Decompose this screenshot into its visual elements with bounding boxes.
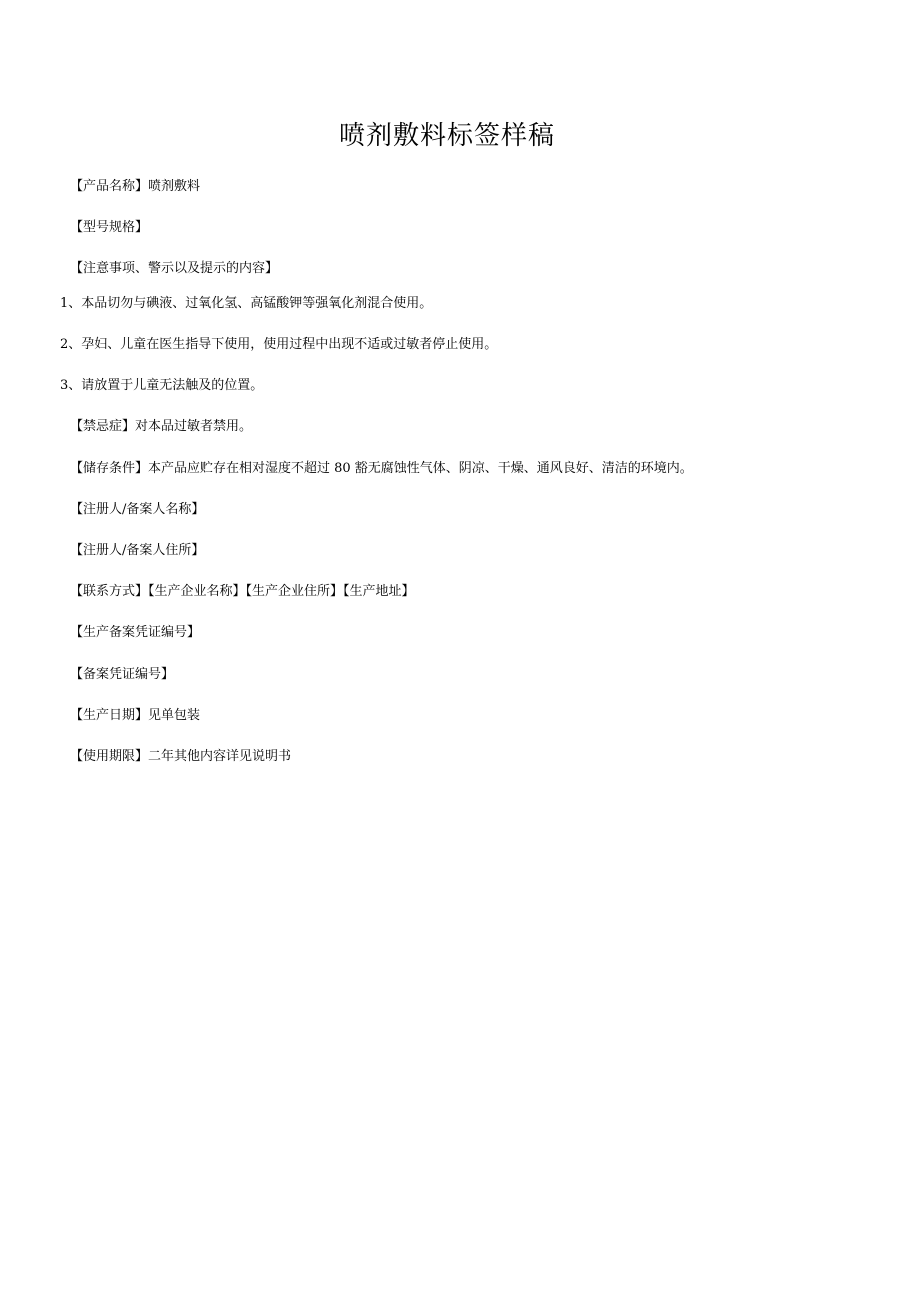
production-record-number-line: 【生产备案凭证编号】 xyxy=(70,625,201,640)
expiry-period-line: 【使用期限】二年其他内容详见说明书 xyxy=(70,749,292,764)
product-name-line: 【产品名称】喷剂敷料 xyxy=(70,179,201,194)
registrant-name-line: 【注册人/备案人名称】 xyxy=(70,502,205,517)
precaution-item-3: 3、请放置于儿童无法触及的位置。 xyxy=(60,378,264,393)
model-spec-line: 【型号规格】 xyxy=(70,220,149,235)
precautions-heading: 【注意事项、警示以及提示的内容】 xyxy=(70,261,279,276)
precaution-item-2: 2、孕妇、儿童在医生指导下使用，使用过程中出现不适或过敏者停止使用。 xyxy=(60,337,498,352)
precaution-item-1: 1、本品切勿与碘液、过氧化氢、高锰酸钾等强氧化剂混合使用。 xyxy=(60,296,433,311)
document-title: 喷剂敷料标签样稿 xyxy=(338,121,555,151)
storage-conditions-line: 【储存条件】本产品应贮存在相对湿度不超过 80 豁无腐蚀性气体、阴凉、干燥、通风良好、清洁的环境内。 xyxy=(70,461,693,476)
record-certificate-number-line: 【备案凭证编号】 xyxy=(70,667,175,682)
registrant-address-line: 【注册人/备案人住所】 xyxy=(70,543,205,558)
production-date-line: 【生产日期】见单包装 xyxy=(70,708,201,723)
contact-manufacturer-line: 【联系方式】【生产企业名称】【生产企业住所】【生产地址】 xyxy=(70,584,415,599)
contraindications-line: 【禁忌症】对本品过敏者禁用。 xyxy=(70,419,253,434)
